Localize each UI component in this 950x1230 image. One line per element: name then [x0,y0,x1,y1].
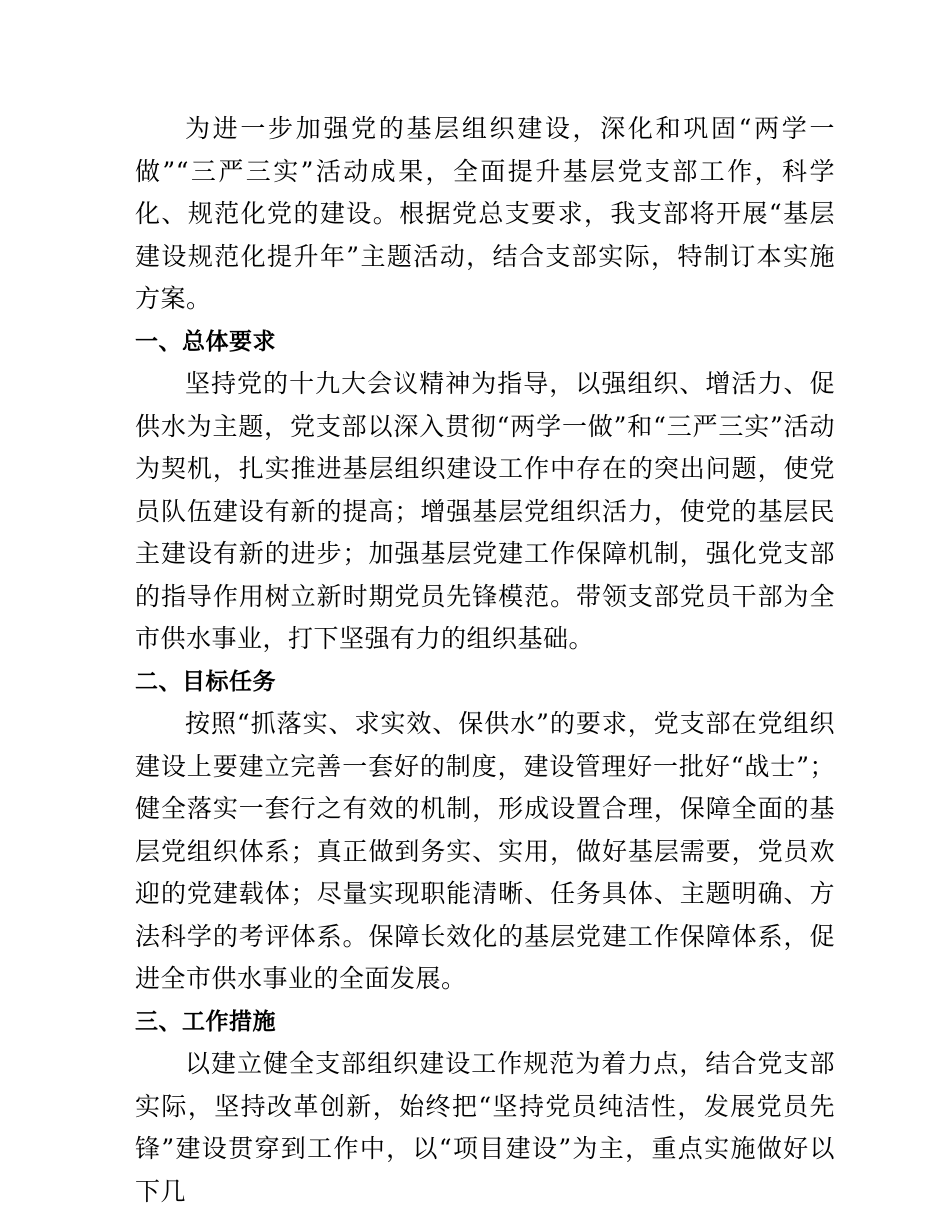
section-heading-work-measures: 三、工作措施 [135,1008,276,1035]
section-body-goals-tasks: 按照“抓落实、求实效、保供水”的要求，党支部在党组织建设上要建立完善一套好的制度，建设管理好一批好“战士”；健全落实一套行之有效的机制，形成设置合理，保障全面的基层党组织体系；真正做到务实、实用，做好基层需要，党员欢迎的党建载体；尽量实现职能清晰、任务具体、主题明确、方法科学的考评体系。保障长效化的基层党建工作保障体系，促进全市供水事业的全面发展。 [135,709,835,993]
section-body-work-measures: 以建立健全支部组织建设工作规范为着力点，结合党支部实际，坚持改革创新，始终把“坚持党员纯洁性，发展党员先锋”建设贯穿到工作中，以“项目建设”为主，重点实施做好以下几 [135,1049,835,1206]
section-body-general-requirements: 坚持党的十九大会议精神为指导，以强组织、增活力、促供水为主题，党支部以深入贯彻“两学一做”和“三严三实”活动为契机，扎实推进基层组织建设工作中存在的突出问题，使党员队伍建设有新的提高；增强基层党组织活力，使党的基层民主建设有新的进步；加强基层党建工作保障机制，强化党支部的指导作用树立新时期党员先锋模范。带领支部党员干部为全市供水事业，打下坚强有力的组织基础。 [135,369,835,653]
document-page [135,108,835,1213]
intro-paragraph: 为进一步加强党的基层组织建设，深化和巩固“两学一做”“三严三实”活动成果，全面提升基层党支部工作，科学化、规范化党的建设。根据党总支要求，我支部将开展“基层建设规范化提升年”主题活动，结合支部实际，特制订本实施方案。 [135,114,835,313]
section-heading-goals-tasks: 二、目标任务 [135,668,276,695]
section-heading-general-requirements: 一、总体要求 [135,328,276,355]
